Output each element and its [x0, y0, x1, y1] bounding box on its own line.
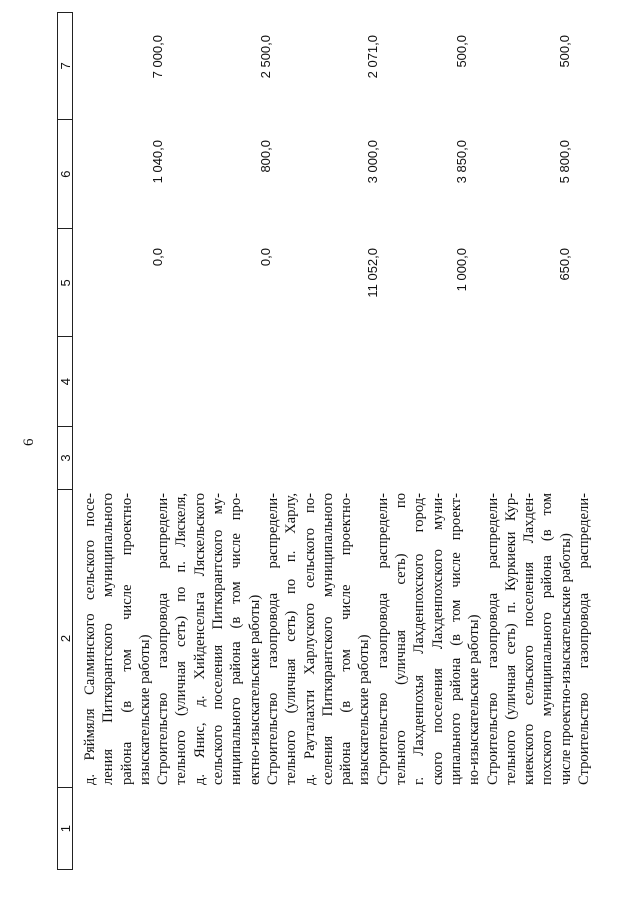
- table-row: [374, 12, 484, 870]
- description-line: д. Рауталахти Харлуского сельского по-: [301, 493, 318, 785]
- value-col5: 0,0: [150, 248, 166, 267]
- header-col-4: 4: [58, 336, 72, 426]
- table-row: [484, 12, 575, 870]
- table-body: [81, 12, 593, 870]
- description-line: числе проектно-изыскательские работы): [557, 533, 574, 785]
- value-col5: 650,0: [557, 248, 573, 281]
- value-col7: 7 000,0: [150, 35, 166, 79]
- header-col-2: 2: [58, 489, 72, 787]
- description-line: ектно-изыскательские работы): [246, 594, 263, 785]
- table-header: [57, 12, 73, 870]
- description-line: ления Питкярантского муниципального: [100, 493, 117, 785]
- description-line: но-изыскательские работы): [466, 614, 483, 785]
- row-values: [557, 12, 575, 870]
- description-line: изыскательские работы): [136, 634, 153, 785]
- value-col7: 500,0: [557, 35, 573, 68]
- description-line: д. Янис, д. Хийденсельга Ляскельского: [191, 493, 208, 785]
- value-col5: 1 000,0: [453, 248, 469, 292]
- value-col6: 800,0: [257, 140, 273, 173]
- header-col-6: 6: [58, 119, 72, 229]
- description-line: похского муниципального района (в том: [539, 493, 556, 785]
- header-col-3: 3: [58, 426, 72, 489]
- description-line: Строительство газопровода распредели-: [374, 493, 391, 785]
- description-line: селения Питкярантского муниципального: [319, 493, 336, 785]
- description-line: района (в том числе проектно-: [338, 493, 355, 785]
- description-line: тельного (уличная сеть) п. Куркиеки Кур-: [502, 493, 519, 785]
- description-line: тельного (уличная сеть) по п. Ляскеля,: [173, 493, 190, 785]
- value-col7: 2 500,0: [257, 35, 273, 79]
- description-line: Строительство газопровода распредели-: [155, 493, 172, 785]
- table-row: [575, 12, 593, 870]
- value-col7: 500,0: [453, 35, 469, 68]
- value-col7: 2 071,0: [364, 35, 380, 79]
- description-line: киекского сельского поселения Лахден-: [521, 493, 538, 785]
- table-row: [264, 12, 380, 870]
- page-number: 6: [21, 438, 37, 446]
- header-col-5: 5: [58, 228, 72, 336]
- description-line: Строительство газопровода распредели-: [264, 493, 281, 785]
- value-col6: 3 000,0: [364, 140, 380, 184]
- description-line: Строительство газопровода распредели-: [484, 493, 501, 785]
- row-values: [454, 12, 472, 870]
- description-line: ципального района (в том числе проект-: [447, 493, 464, 785]
- description-line: тельного (уличная сеть) по: [393, 493, 410, 785]
- value-col6: 3 850,0: [453, 140, 469, 184]
- description-line: ского поселения Лахденпохского муни-: [429, 493, 446, 785]
- header-col-1: 1: [58, 787, 72, 869]
- description-line: ниципального района (в том числе про-: [228, 493, 245, 785]
- description-line: изыскательские работы): [356, 634, 373, 785]
- description-line: г. Лахденпохья Лахденпохского город-: [411, 493, 428, 785]
- description-line: Строительство газопровода распредели-: [576, 493, 593, 785]
- value-col5: 0,0: [257, 248, 273, 267]
- description-line: д. Ряймяля Салминского сельского посе-: [82, 493, 98, 785]
- description-line: тельного (уличная сеть) по п. Харлу,: [283, 493, 300, 785]
- value-col6: 1 040,0: [150, 140, 166, 184]
- description-line: сельского поселения Питкярантского му-: [210, 493, 227, 785]
- value-col5: 11 052,0: [364, 248, 380, 298]
- value-col6: 5 800,0: [557, 140, 573, 184]
- description-line: района (в том числе проектно-: [118, 493, 135, 785]
- table-row: [154, 12, 273, 870]
- rotated-page: [21, 12, 617, 870]
- header-col-7: 7: [58, 62, 73, 70]
